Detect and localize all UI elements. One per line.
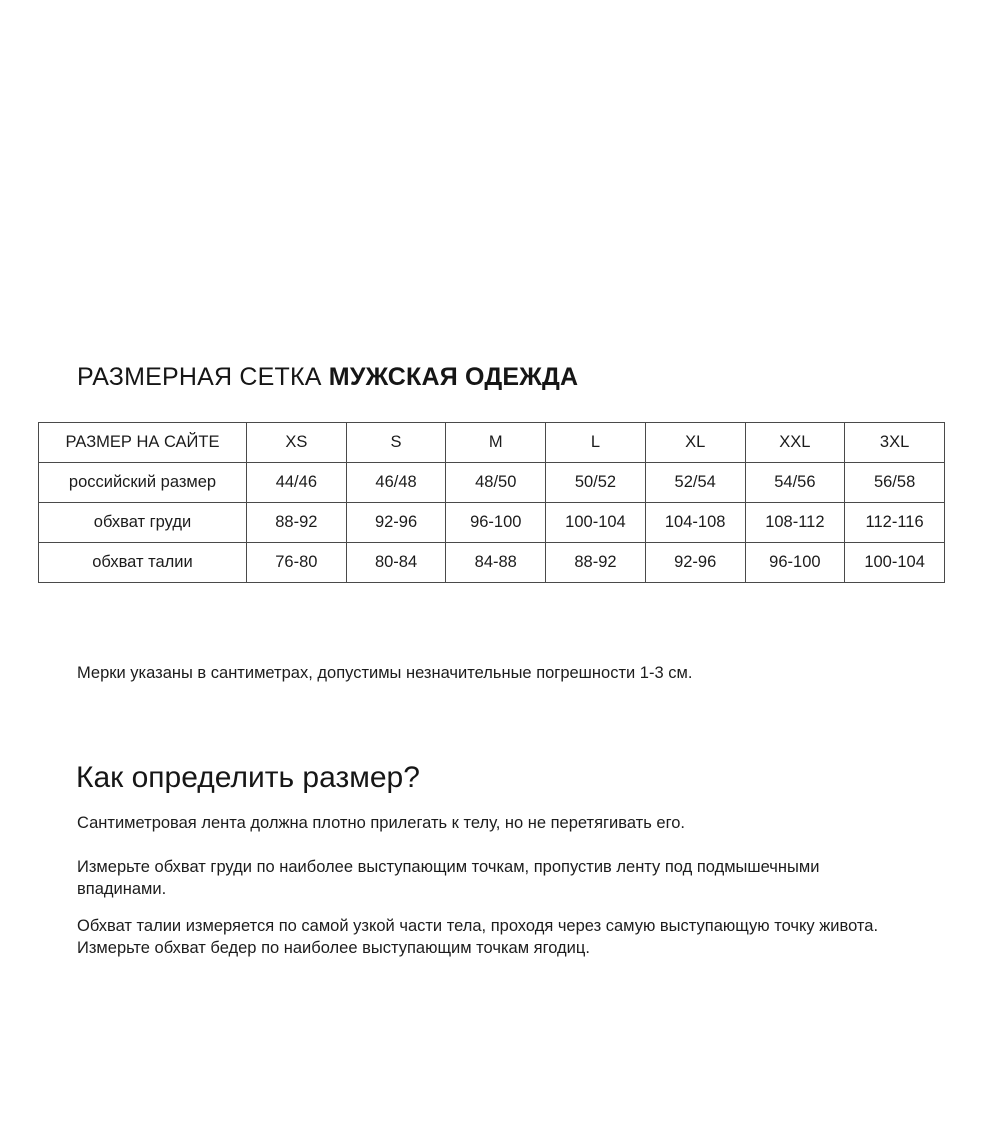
table-cell: 48/50 [446, 463, 546, 503]
table-cell: 92-96 [346, 503, 446, 543]
how-to-paragraph: Сантиметровая лента должна плотно прилегать к телу, но не перетягивать его. [77, 814, 685, 832]
table-row-chest [39, 503, 945, 543]
page-title [77, 362, 578, 392]
table-header-cell: 3XL [845, 423, 945, 463]
table-cell: 76-80 [247, 543, 347, 583]
table-cell: 88-92 [546, 543, 646, 583]
table-cell: 52/54 [645, 463, 745, 503]
table-cell: 108-112 [745, 503, 845, 543]
page-title-prefix: РАЗМЕРНАЯ СЕТКА [77, 363, 322, 391]
table-header-cell: L [546, 423, 646, 463]
table-cell: 88-92 [247, 503, 347, 543]
table-cell: 84-88 [446, 543, 546, 583]
size-table [38, 422, 945, 583]
size-table-container [38, 422, 945, 583]
table-cell: 92-96 [645, 543, 745, 583]
table-cell: 104-108 [645, 503, 745, 543]
measurement-note: Мерки указаны в сантиметрах, допустимы незначительные погрешности 1-3 см. [77, 664, 693, 682]
table-header-cell: M [446, 423, 546, 463]
table-row-russian-size [39, 463, 945, 503]
table-cell: 112-116 [845, 503, 945, 543]
table-header-row [39, 423, 945, 463]
table-cell: 44/46 [247, 463, 347, 503]
how-to-paragraph: Обхват талии измеряется по самой узкой части тела, проходя через самую выступающую точку живота. Измерьте обхват бедер по наиболее выступающим точкам ягодиц. [77, 917, 879, 957]
table-header-cell: XXL [745, 423, 845, 463]
table-row-waist [39, 543, 945, 583]
table-cell: 100-104 [845, 543, 945, 583]
page-title-emphasis: МУЖСКАЯ ОДЕЖДА [328, 363, 579, 391]
table-cell: 100-104 [546, 503, 646, 543]
table-cell: 46/48 [346, 463, 446, 503]
row-label-cell: обхват груди [39, 503, 247, 543]
table-cell: 54/56 [745, 463, 845, 503]
table-cell: 96-100 [745, 543, 845, 583]
table-header-cell: XS [247, 423, 347, 463]
table-header-cell: РАЗМЕР НА САЙТЕ [39, 423, 247, 463]
how-to-heading: Как определить размер? [76, 761, 420, 794]
table-cell: 80-84 [346, 543, 446, 583]
how-to-paragraph: Измерьте обхват груди по наиболее выступающим точкам, пропустив ленту под подмышечными впадинами. [77, 858, 820, 898]
table-header-cell: XL [645, 423, 745, 463]
row-label-cell: обхват талии [39, 543, 247, 583]
table-cell: 56/58 [845, 463, 945, 503]
table-header-cell: S [346, 423, 446, 463]
table-cell: 50/52 [546, 463, 646, 503]
table-cell: 96-100 [446, 503, 546, 543]
row-label-cell: российский размер [39, 463, 247, 503]
